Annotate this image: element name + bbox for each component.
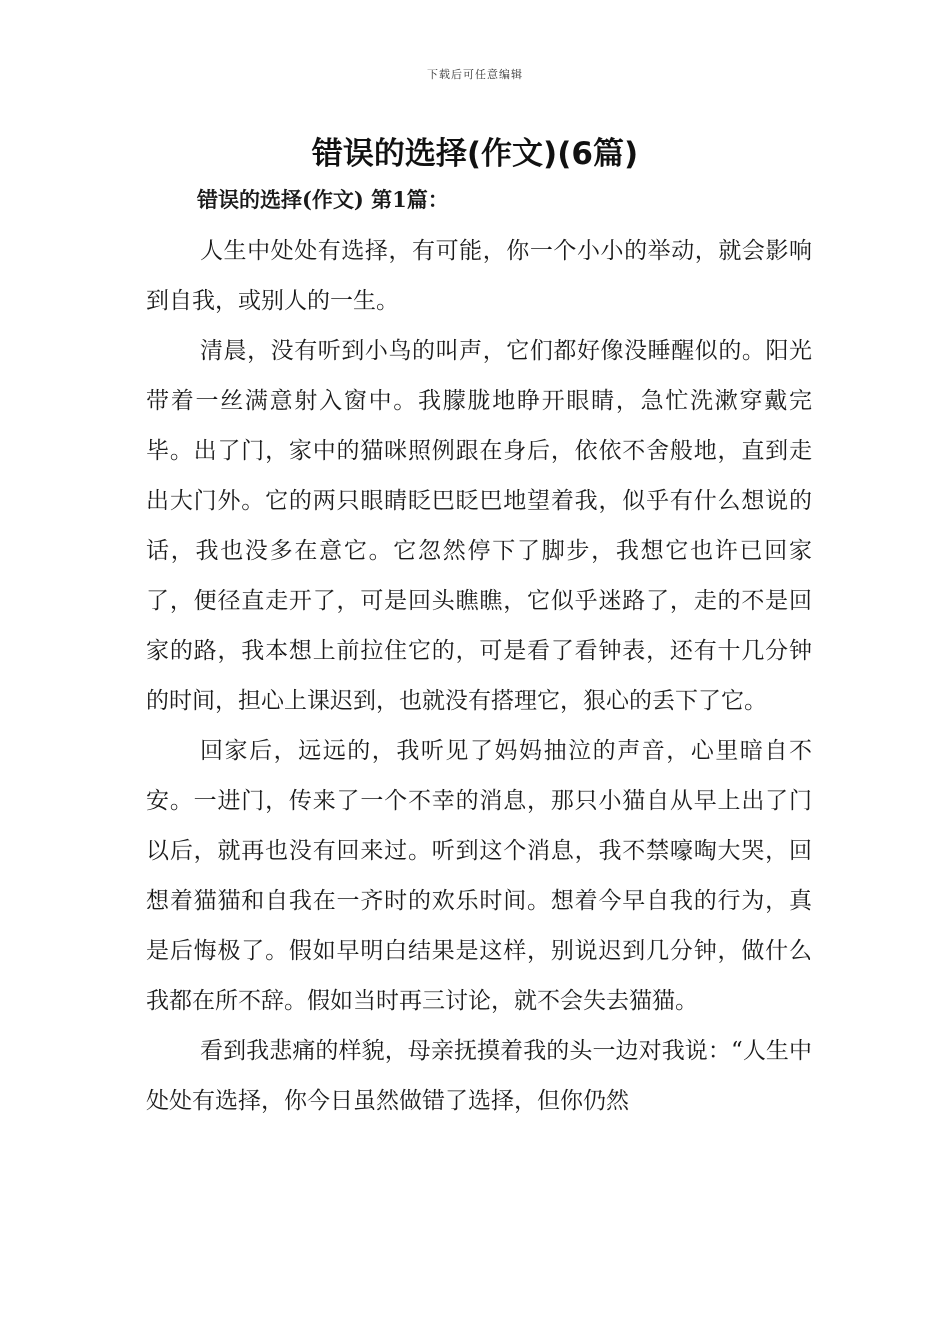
section-heading: 错误的选择(作文) 第1篇： (197, 187, 449, 212)
header-note: 下载后可任意编辑 (427, 68, 523, 81)
document-title: 错误的选择(作文)(6篇) (311, 136, 639, 172)
article-body (146, 226, 812, 1126)
paragraph: 看到我悲痛的样貌，母亲抚摸着我的头一边对我说：“人生中处处有选择，你今日虽然做错了选择，但你仍然 (146, 1038, 812, 1114)
paragraph: 回家后，远远的，我听见了妈妈抽泣的声音，心里暗自不安。一进门，传来了一个不幸的消息，那只小猫自从早上出了门以后，就再也没有回来过。听到这个消息，我不禁嚎啕大哭，回想着猫猫和自我在一齐时的欢乐时间。想着今早自我的行为，真是后悔极了。假如早明白结果是这样，别说迟到几分钟，做什么我都在所不辞。假如当时再三讨论，就不会失去猫猫。 (146, 738, 812, 1014)
paragraph: 人生中处处有选择，有可能，你一个小小的举动，就会影响到自我，或别人的一生。 (146, 238, 812, 314)
paragraph: 清晨，没有听到小鸟的叫声，它们都好像没睡醒似的。阳光带着一丝满意射入窗中。我朦胧地睁开眼睛，急忙洗漱穿戴完毕。出了门，家中的猫咪照例跟在身后，依依不舍般地，直到走出大门外。它的两只眼睛眨巴眨巴地望着我，似乎有什么想说的话，我也没多在意它。它忽然停下了脚步，我想它也许已回家了，便径直走开了，可是回头瞧瞧，它似乎迷路了，走的不是回家的路，我本想上前拉住它的，可是看了看钟表，还有十几分钟的时间，担心上课迟到，也就没有搭理它，狠心的丢下了它。 (146, 338, 812, 714)
